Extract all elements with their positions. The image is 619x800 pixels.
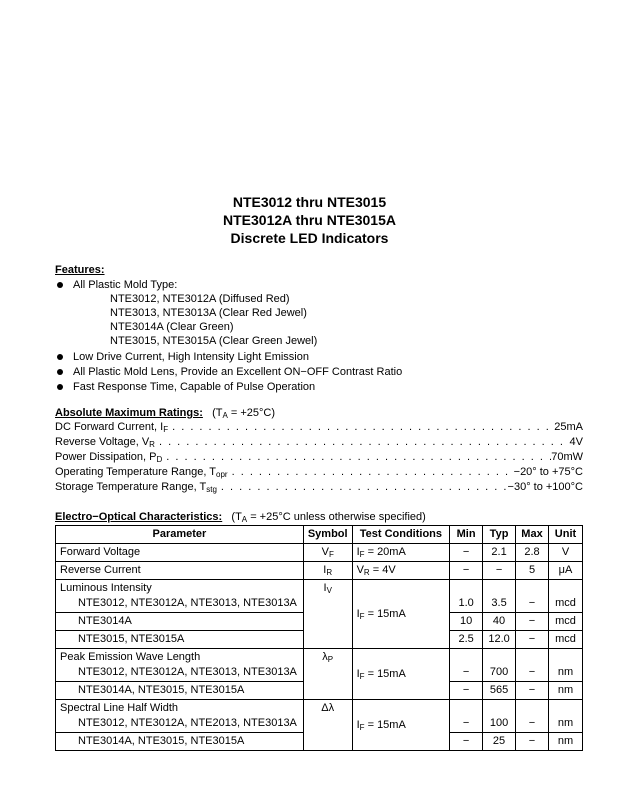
document-page: NTE3012 thru NTE3015 NTE3012A thru NTE3015A Discrete LED Indicators Features: All Plastic Mold Type: NTE3012, NTE3012A (Diffused Red) NTE3013, NTE3013A (Clear Red Jewel) NTE3014A (Clear Green) NTE3015, NTE3015A (Clear Green Jewel) Low Drive Current, High Intensity Light Emission All Plastic Mold Lens, Provide an Excellent ON−OFF Contrast Ratio Fast Response Time, Capable of Pulse Operation Absolute Maximum Ratings: $(T_A = +25^\circ C)$ DC Forward Current, $I_F$ . . . 25mA Reverse Voltage, $V_R$ . . . 4V Power Dissipation, $P_D$ . . . 70mW Operating Temperature Range, $T_{opr}$ . . . −20° to +75°C Storage Temperature Range, $T_{stg}$ . . . −30° to +100°C Electro−Optical Characteristics: ($T_A = +25^\circ C$ unless otherwise specified) Parameter Symbol Test Conditions Min Typ Max Unit Forward Voltage $V_F$ $I_F = 20mA$ − 2.1 2.8 V Reverse Current $I_R$ $V_R = 4V$ − − 5 μA Luminous Intensity NTE3012, NTE3012A, NTE3013, NTE3013A $I_V$ $I_F = 15mA$ 1.0 3.5 − mcd NTE3014A 10 40 − mcd NTE3015, NTE3015A 2.5 12.0 − mcd Peak Emission Wave Length NTE3012, NTE3012A, NTE3013, NTE3013A $\lambda_P$ $I_F = 15mA$ − 700 − nm NTE3014A, NTE3015, NTE3015A − 565 − nm Spectral Line Half Width NTE3012, NTE3012A, NTE2013, NTE3013A Δλ $I_F = 15mA$ − 100 − nm NTE3014A, NTE3015, NTE3015A − 25 − nm (0, 0, 619, 800)
title-line-2: NTE3012A thru NTE3015A (223, 212, 396, 228)
features-heading: Features: (55, 264, 105, 276)
table-header-row (56, 526, 583, 544)
rating-row: DC Forward Current, $I_F$ . . . 25mA (55, 420, 583, 435)
feature-type-1: NTE3012, NTE3012A (Diffused Red) (110, 293, 290, 305)
table-row: Reverse Current $I_R$ $V_R = 4V$ − − 5 μA (56, 562, 583, 580)
col-header-max: Max (516, 526, 549, 544)
table-row: Luminous Intensity NTE3012, NTE3012A, NTE3013, NTE3013A $I_V$ $I_F = 15mA$ 1.0 3.5 − mcd (56, 580, 583, 613)
rating-value: 70mW (551, 451, 583, 463)
col-header-test-conditions: Test Conditions (352, 526, 450, 544)
table-row: NTE3014A, NTE3015, NTE3015A − 565 − nm (56, 682, 583, 700)
table-row: NTE3015, NTE3015A 2.5 12.0 − mcd (56, 631, 583, 649)
col-header-typ: Typ (483, 526, 516, 544)
abs-max-heading: Absolute Maximum Ratings: (55, 407, 203, 419)
feature-type-3: NTE3014A (Clear Green) (110, 321, 234, 333)
abs-max-heading-line: Absolute Maximum Ratings: $(T_A = +25^\circ C)$ (55, 407, 276, 420)
col-header-symbol: Symbol (303, 526, 352, 544)
rating-value: 4V (569, 436, 583, 448)
eo-characteristics-table (55, 525, 583, 751)
rating-value: −20° to +75°C (513, 466, 583, 478)
col-header-min: Min (450, 526, 483, 544)
col-header-parameter: Parameter (56, 526, 304, 544)
rating-value: 25mA (554, 421, 583, 433)
table-row: NTE3014A 10 40 − mcd (56, 613, 583, 631)
rating-row: Power Dissipation, $P_D$ . . . 70mW (55, 450, 583, 465)
bullet-icon (57, 354, 63, 360)
feature-type-2: NTE3013, NTE3013A (Clear Red Jewel) (110, 307, 307, 319)
table-row: Forward Voltage $V_F$ $I_F = 20mA$ − 2.1 2.8 V (56, 544, 583, 562)
table-row: Spectral Line Half Width NTE3012, NTE3012A, NTE2013, NTE3013A Δλ $I_F = 15mA$ − 100 − nm (56, 700, 583, 733)
rating-row: Operating Temperature Range, $T_{opr}$ . . . −20° to +75°C (55, 465, 583, 480)
table-row: NTE3014A, NTE3015, NTE3015A − 25 − nm (56, 733, 583, 751)
bullet-icon (57, 282, 63, 288)
bullet-icon (57, 384, 63, 390)
title-line-1: NTE3012 thru NTE3015 (232, 194, 387, 210)
rating-row: Reverse Voltage, $V_R$ . . . 4V (55, 435, 583, 450)
eo-heading: Electro−Optical Characteristics: (55, 511, 223, 523)
table-row: Peak Emission Wave Length NTE3012, NTE3012A, NTE3013, NTE3013A $\lambda_P$ $I_F = 15mA$ − 700 − nm (56, 649, 583, 682)
rating-value: −30° to +100°C (507, 481, 583, 493)
rating-row: Storage Temperature Range, $T_{stg}$ . . . −30° to +100°C (55, 480, 583, 495)
feature-type-4: NTE3015, NTE3015A (Clear Green Jewel) (110, 335, 318, 347)
bullet-icon (57, 369, 63, 375)
title-line-3: Discrete LED Indicators (230, 230, 389, 246)
col-header-unit: Unit (548, 526, 582, 544)
eo-heading-line: Electro−Optical Characteristics: ($T_A = +25^\circ C$ unless otherwise specified) (55, 511, 426, 524)
